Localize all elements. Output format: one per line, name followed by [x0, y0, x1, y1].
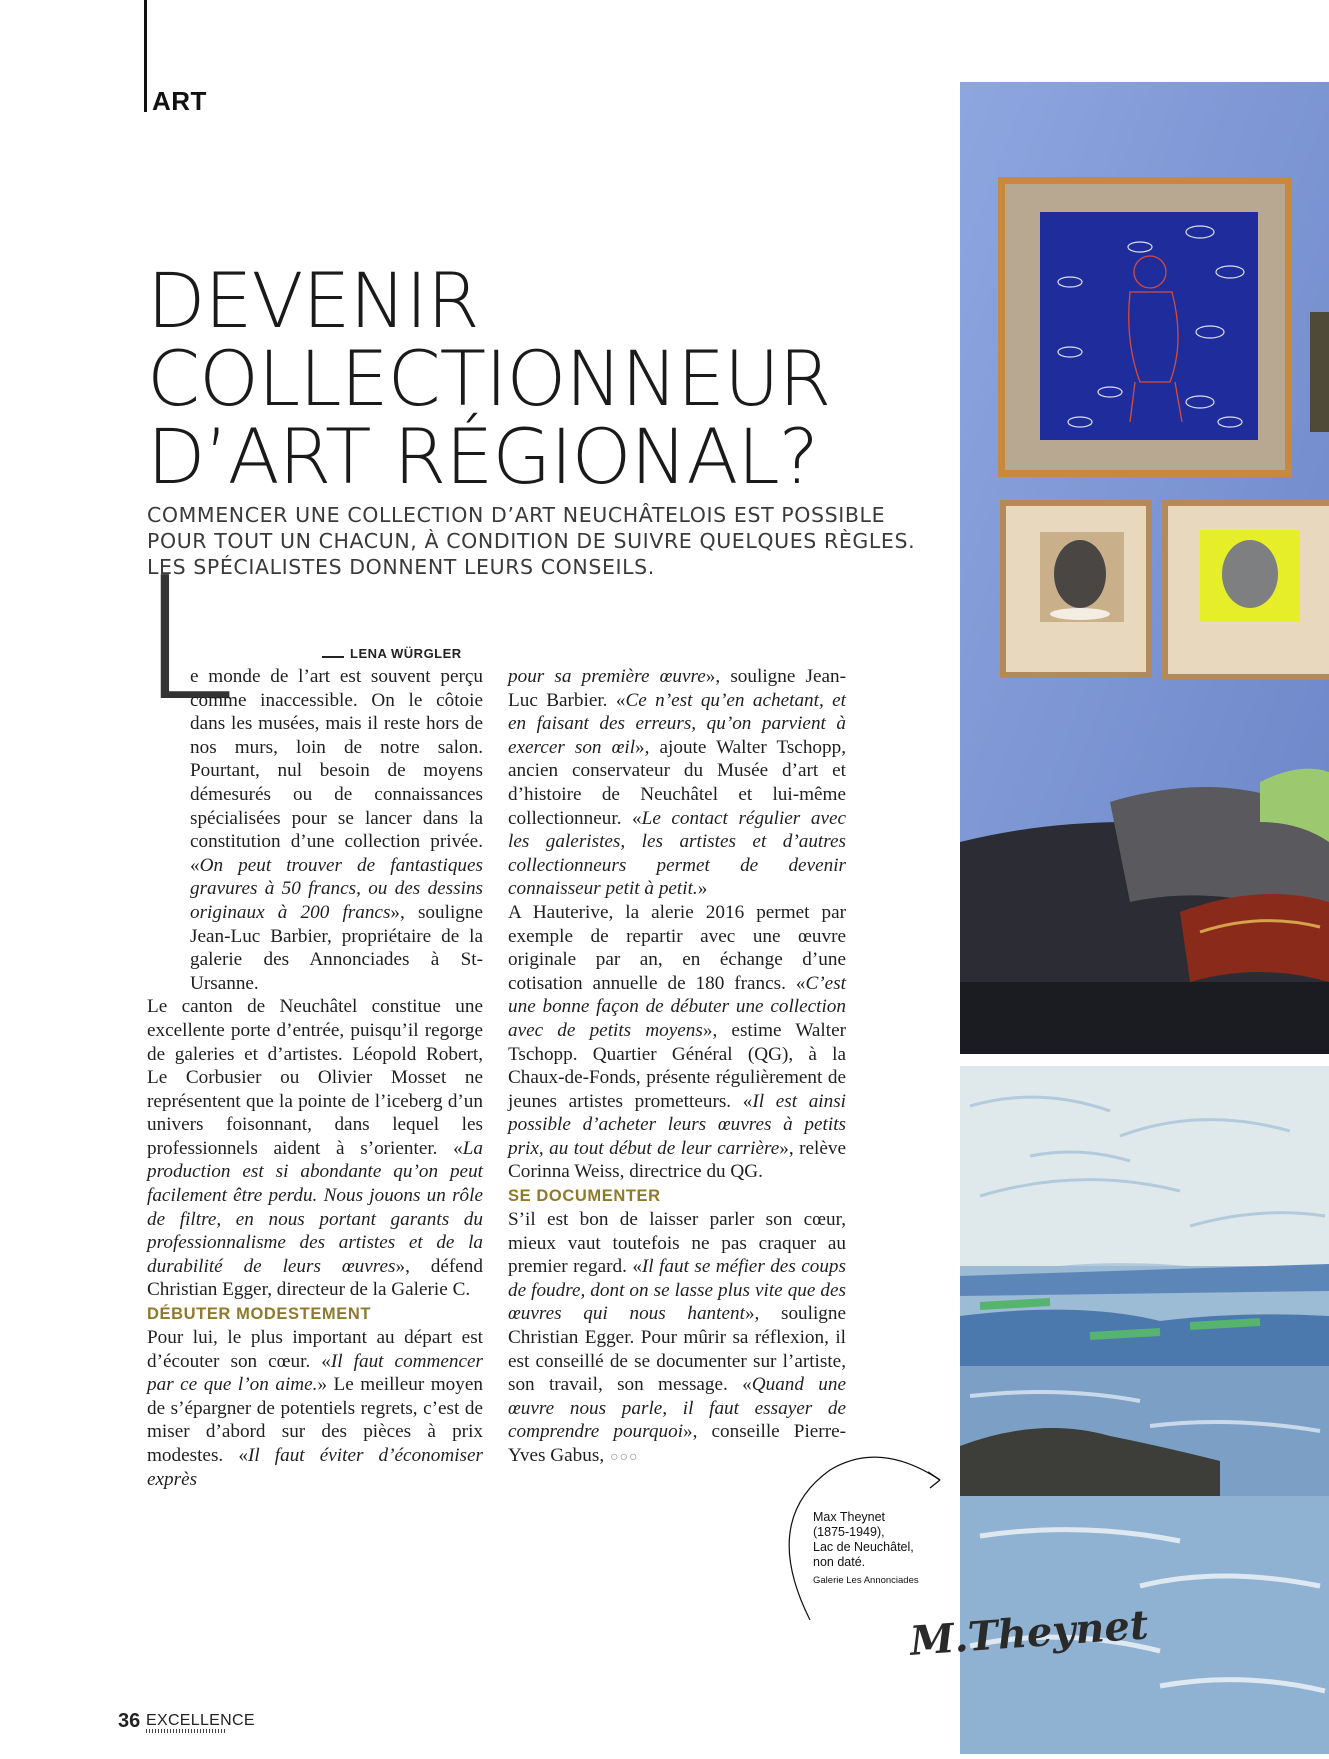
headline-line-2: COLLECTIONNEUR — [147, 334, 831, 423]
caption-line: (1875-1949), — [813, 1525, 885, 1539]
photo-caption — [813, 1510, 963, 1588]
byline-dash — [322, 656, 344, 658]
subheading: SE DOCUMENTER — [508, 1187, 661, 1206]
subhead: COMMENCER UNE COLLECTION D’ART NEUCHÂTELOIS EST POSSIBLE POUR TOUT UN CHACUN, À CONDITION DE SUIVRE QUELQUES RÈGLES. LES SPÉCIALISTES DONNENT LEURS CONSEILS. — [147, 503, 916, 579]
footer-rule — [146, 1729, 226, 1733]
caption-line: Max Theynet — [813, 1510, 886, 1524]
headline-line-1: DEVENIR — [147, 256, 479, 345]
section-rule — [144, 0, 147, 112]
article-column-2 — [508, 665, 846, 1470]
paragraph: A Hauterive, la alerie 2016 permet par exemple de repartir avec une œuvre originale par an, en échange d’une cotisation annuelle de 180 francs. «C’est une bonne façon de débuter une collection avec de petits moyens», estime Walter Tschopp. Quartier Général (QG), à la Chaux-de-Fonds, présente régulièrement de jeunes artistes prometteurs. «Il est ainsi possible d’acheter leurs œuvres à petits prix, au tout début de leur carrière», relève Corinna Weiss, directrice du QG. — [508, 901, 847, 1183]
paragraph: Le canton de Neuchâtel constitue une excellente porte d’entrée, puisqu’il regorge de galeries et d’artistes. Léopold Robert, Le Corbusier ou Olivier Mosset ne représentent que la pointe de l’iceberg d’un univers foisonnant, dans lequel les professionnels aident à s’orienter. «La production est si abondante qu’on peut facilement être perdu. Nous jouons un rôle de filtre, en nous portant garants du professionnalisme des artistes et de la durabilité de leurs œuvres», défend Christian Egger, directeur de la Galerie C. — [147, 996, 483, 1301]
section-label: ART — [152, 86, 207, 116]
paragraph: pour sa première œuvre», souligne Jean-Luc Barbier. «Ce n’est qu’en achetant, et en faisant des erreurs, qu’on parvient à exercer son œil», ajoute Walter Tschopp, ancien conservateur du Musée d’art et d’histoire de Neuchâtel et lui-même collectionneur. «Le contact régulier avec les galeristes, les artistes et d’autres collectionneurs permet de devenir connaisseur petit à petit.» — [508, 666, 847, 900]
paragraph: e monde de l’art est souvent perçu comme inaccessible. On le côtoie dans les musées, mais il reste hors de nos murs, loin de notre salon. Pourtant, nul besoin de moyens démesurés ou de connaissances spécialisées pour se lancer dans la constitution d’une collection privée. «On peut trouver de fantastiques gravures à 50 francs, ou des dessins originaux à 200 francs», souligne Jean-Luc Barbier, propriétaire de la galerie des Annonciades à St-Ursanne. — [190, 666, 483, 994]
subheading: DÉBUTER MODESTEMENT — [147, 1305, 372, 1324]
page-number: 36 — [118, 1710, 141, 1732]
painter-signature: M.Theynet — [908, 1601, 1150, 1665]
byline: LENA WÜRGLER — [350, 646, 462, 661]
photo-credit: Galerie Les Annonciades — [813, 1575, 919, 1586]
article-column-1 — [147, 665, 483, 1491]
caption-line: non daté. — [813, 1555, 866, 1569]
continued-marker: ○○○ — [610, 1450, 639, 1465]
paragraph: Pour lui, le plus important au départ est d’écouter son cœur. «Il faut commencer par ce que l’on aime.» Le meilleur moyen de s’épargner de potentiels regrets, c’est de miser d’abord sur des pièces à prix modestes. «Il faut éviter d’économiser exprès — [147, 1327, 483, 1490]
dropcap: L — [140, 541, 235, 739]
lake-painting-illustration — [908, 1066, 1329, 1754]
paragraph: S’il est bon de laisser parler son cœur, mieux vaut toutefois ne pas craquer au premier regard. «Il faut se méfier des coups de foudre, dont on se lasse plus vite que des œuvres qui nous hantent», souligne Christian Egger. Pour mûrir sa réflexion, il est conseillé de se documenter sur l’artiste, son travail, son message. «Quand une œuvre nous parle, il faut essayer de comprendre pourquoi», conseille Pierre-Yves Gabus, ○○○ — [508, 1208, 846, 1470]
headline-line-3: D’ART RÉGIONAL? — [147, 412, 819, 501]
headline — [147, 256, 947, 501]
caption-line: Lac de Neuchâtel, — [813, 1540, 914, 1554]
magazine-name: EXCELLENCE — [146, 1712, 255, 1729]
artwork-wall-photo — [960, 82, 1329, 1054]
artwork-wall-illustration — [960, 82, 1329, 1054]
lake-painting-photo — [908, 1066, 1329, 1754]
